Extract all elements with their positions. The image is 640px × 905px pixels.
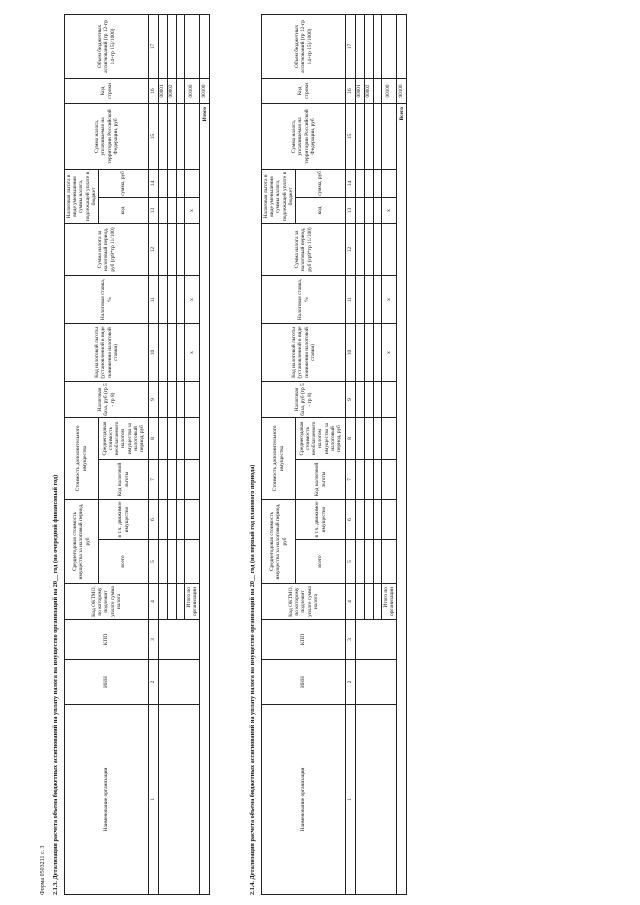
data-cell[interactable]: [200, 14, 210, 78]
line-code-cell: [373, 78, 381, 103]
data-cell[interactable]: [356, 417, 365, 459]
data-cell[interactable]: [176, 500, 184, 540]
data-cell[interactable]: [381, 417, 396, 459]
data-cell[interactable]: [184, 223, 199, 275]
col-header-volume: Объем бюджетных ассигнований (гр 12-гр 14+гр 15)/1000): [262, 14, 346, 78]
data-cell[interactable]: [373, 460, 381, 500]
col-number: 12: [149, 223, 159, 275]
data-cell[interactable]: [397, 14, 407, 78]
org-name-cell[interactable]: [159, 705, 200, 895]
col-header-cadastral: Стоимость дополнительного имущества: [262, 417, 296, 499]
oktmo-cell[interactable]: [176, 584, 184, 620]
data-cell[interactable]: [364, 500, 373, 540]
col-header-avg-cost: Среднегодовая стоимость имущества за налоговый период, руб: [262, 500, 296, 584]
form-code: Форма 0503211 с. 3: [40, 845, 46, 895]
col-header-benefit-sum: сумма, руб: [296, 169, 346, 197]
data-cell[interactable]: [176, 169, 184, 197]
data-cell[interactable]: [184, 381, 199, 417]
col-header-kpp: КПП: [65, 620, 149, 660]
data-cell[interactable]: [364, 417, 373, 459]
col-number: 16: [149, 78, 159, 103]
data-cell[interactable]: [364, 169, 373, 197]
col-number: 2: [346, 660, 356, 705]
col-number: 14: [346, 169, 356, 197]
data-cell[interactable]: [381, 103, 396, 169]
data-cell[interactable]: [381, 169, 396, 197]
data-cell[interactable]: [356, 275, 365, 323]
data-cell[interactable]: [373, 323, 381, 381]
data-cell[interactable]: [159, 381, 168, 417]
data-cell[interactable]: [159, 169, 168, 197]
x-mark: x: [381, 197, 396, 223]
line-code-cell: 00001: [356, 78, 365, 103]
data-cell[interactable]: [356, 500, 365, 540]
tax-table: [64, 14, 210, 895]
col-header-payable: Сумма налога, уплачиваемая на территории Российской Федерации, руб: [262, 103, 346, 169]
data-cell[interactable]: [167, 197, 176, 223]
x-mark: x: [184, 197, 199, 223]
data-cell[interactable]: [364, 540, 373, 584]
section-heading: 2.1.4. Детализация расчета объема бюджетных ассигнований на уплату налога на имущество организаций на 20__ год (на первый год планового периода): [249, 464, 256, 895]
data-cell[interactable]: [159, 417, 168, 459]
col-number: 6: [346, 500, 356, 540]
col-number: 3: [346, 620, 356, 660]
kpp-cell[interactable]: [356, 620, 397, 660]
data-cell[interactable]: [176, 14, 184, 78]
col-header-kpp: КПП: [262, 620, 346, 660]
data-cell[interactable]: [373, 417, 381, 459]
col-header-tax-base: Налоговая база, руб (гр 5 - гр 8): [262, 381, 346, 417]
data-cell[interactable]: [364, 323, 373, 381]
col-number: 14: [149, 169, 159, 197]
col-number: 2: [149, 660, 159, 705]
line-code-cell: 00100: [381, 78, 396, 103]
data-cell[interactable]: [176, 417, 184, 459]
col-number: 15: [149, 103, 159, 169]
data-cell[interactable]: [356, 197, 365, 223]
line-code-cell: 90100: [397, 78, 407, 103]
data-cell[interactable]: [364, 460, 373, 500]
col-header-inn: ИНН: [262, 660, 346, 705]
col-header-benefit-code2: код: [296, 197, 346, 223]
data-cell[interactable]: [364, 14, 373, 78]
table-row: [356, 14, 365, 894]
data-cell[interactable]: [167, 169, 176, 197]
data-cell[interactable]: [167, 103, 176, 169]
data-cell[interactable]: [381, 500, 396, 540]
data-cell[interactable]: [159, 540, 168, 584]
col-header-movable: в т.ч. движимое имущество: [99, 500, 149, 540]
col-header-tax-amount: Сумма налога за налоговый период, руб (гр9*гр 11/100): [262, 223, 346, 275]
col-header-benefit-sum: сумма, руб: [99, 169, 149, 197]
data-cell[interactable]: [159, 223, 168, 275]
col-header-rate: Налоговая ставка, %: [65, 275, 149, 323]
line-code-cell: 90100: [200, 78, 210, 103]
data-cell[interactable]: [373, 223, 381, 275]
line-code-cell: 00001: [159, 78, 168, 103]
data-cell[interactable]: [364, 103, 373, 169]
total-row: [397, 14, 407, 894]
data-cell[interactable]: [373, 14, 381, 78]
data-cell[interactable]: [159, 500, 168, 540]
col-header-volume: Объем бюджетных ассигнований (гр 12-гр 14+гр 15)/1000): [65, 14, 149, 78]
col-number: 11: [149, 275, 159, 323]
total-label: Всего: [397, 103, 407, 894]
data-cell[interactable]: [373, 275, 381, 323]
oktmo-cell[interactable]: [167, 584, 176, 620]
data-cell[interactable]: [373, 169, 381, 197]
data-cell[interactable]: [356, 14, 365, 78]
col-header-tax-base: Налоговая база, руб (гр 5 - гр 8): [65, 381, 149, 417]
col-header-cad-value: Среднегодовая стоимость необлагаемого налогом имущества за налоговый период, руб: [296, 417, 346, 459]
inn-cell[interactable]: [159, 660, 200, 705]
col-number: 10: [149, 323, 159, 381]
data-cell[interactable]: [184, 103, 199, 169]
col-number: 7: [346, 460, 356, 500]
total-label: Итого: [200, 103, 210, 894]
data-cell[interactable]: [167, 417, 176, 459]
section-heading: 2.1.3. Детализация расчета объема бюджетных ассигнований на уплату налога на имущество организаций на 20__ год (на очередной финансовый год): [52, 474, 59, 895]
col-header-oktmo: Код ОКТМО, по которому подлежит уплате сумма налога: [65, 584, 149, 620]
data-cell[interactable]: [356, 540, 365, 584]
col-header-tax-amount: Сумма налога за налоговый период, руб (гр9*гр 11/100): [65, 223, 149, 275]
col-header-benefit-code: Код налоговой льготы (установленной в виде понижения налоговой ставки): [65, 323, 149, 381]
col-number: 1: [149, 705, 159, 895]
column-numbers-row: [346, 14, 356, 894]
col-header-oktmo: Код ОКТМО, по которому подлежит уплате сумма налога: [262, 584, 346, 620]
data-cell[interactable]: [184, 500, 199, 540]
data-cell[interactable]: [184, 417, 199, 459]
data-cell[interactable]: [159, 323, 168, 381]
line-code-cell: 00002: [167, 78, 176, 103]
data-cell[interactable]: [176, 223, 184, 275]
column-numbers-row: [149, 14, 159, 894]
data-cell[interactable]: [159, 460, 168, 500]
x-mark: x: [381, 323, 396, 381]
data-cell[interactable]: [184, 460, 199, 500]
col-number: 13: [346, 197, 356, 223]
col-header-benefit: Налоговая льгота в виде уменьшения суммы налога, подлежащей уплате в бюджет: [65, 169, 99, 223]
col-header-rate: Налоговая ставка, %: [262, 275, 346, 323]
col-number: 15: [346, 103, 356, 169]
data-cell[interactable]: [176, 103, 184, 169]
data-cell[interactable]: [381, 223, 396, 275]
col-number: 10: [346, 323, 356, 381]
col-header-cadastral: Стоимость дополнительного имущества: [65, 417, 99, 499]
tax-table: [261, 14, 407, 895]
line-code-cell: 00100: [184, 78, 199, 103]
col-header-avg-cost: Среднегодовая стоимость имущества за налоговый период, руб: [65, 500, 99, 584]
kpp-cell[interactable]: [159, 620, 200, 660]
col-number: 5: [149, 540, 159, 584]
data-cell[interactable]: [373, 197, 381, 223]
data-cell[interactable]: [381, 14, 396, 78]
col-header-total: всего: [99, 540, 149, 584]
data-cell[interactable]: [373, 540, 381, 584]
data-cell[interactable]: [184, 169, 199, 197]
data-cell[interactable]: [373, 500, 381, 540]
data-cell[interactable]: [356, 460, 365, 500]
col-header-movable: в т.ч. движимое имущество: [296, 500, 346, 540]
col-number: 13: [149, 197, 159, 223]
data-cell[interactable]: [364, 381, 373, 417]
data-cell[interactable]: [176, 540, 184, 584]
data-cell[interactable]: [356, 169, 365, 197]
col-number: 4: [149, 584, 159, 620]
col-header-total: всего: [296, 540, 346, 584]
data-cell[interactable]: [159, 197, 168, 223]
col-header-name: Наименование организации: [262, 705, 346, 895]
data-cell[interactable]: [364, 223, 373, 275]
data-cell[interactable]: [176, 275, 184, 323]
col-header-benefit-code2: код: [99, 197, 149, 223]
section-2-1-4: [245, 15, 407, 895]
org-name-cell[interactable]: [356, 705, 397, 895]
inn-cell[interactable]: [356, 660, 397, 705]
col-header-name: Наименование организации: [65, 705, 149, 895]
col-number: 7: [149, 460, 159, 500]
col-number: 17: [149, 14, 159, 78]
col-number: 12: [346, 223, 356, 275]
col-number: 9: [346, 381, 356, 417]
x-mark: x: [381, 275, 396, 323]
data-cell[interactable]: [364, 275, 373, 323]
oktmo-cell[interactable]: [364, 584, 373, 620]
data-cell[interactable]: [184, 14, 199, 78]
col-number: 17: [346, 14, 356, 78]
data-cell[interactable]: [381, 381, 396, 417]
data-cell[interactable]: [167, 275, 176, 323]
table-row: [159, 14, 168, 894]
data-cell[interactable]: [167, 540, 176, 584]
x-mark: x: [184, 323, 199, 381]
data-cell[interactable]: [381, 460, 396, 500]
col-number: 16: [346, 78, 356, 103]
line-code-cell: 00002: [364, 78, 373, 103]
data-cell[interactable]: [167, 223, 176, 275]
data-cell[interactable]: [184, 540, 199, 584]
col-number: 5: [346, 540, 356, 584]
col-header-cad-code: Код налоговой льготы: [99, 460, 149, 500]
subtotal-label: Итого по организации: [381, 584, 396, 620]
oktmo-cell[interactable]: [159, 584, 168, 620]
data-cell[interactable]: [176, 381, 184, 417]
col-number: 9: [149, 381, 159, 417]
data-cell[interactable]: [356, 381, 365, 417]
data-cell[interactable]: [167, 323, 176, 381]
data-cell[interactable]: [176, 197, 184, 223]
data-cell[interactable]: [356, 103, 365, 169]
total-row: [200, 14, 210, 894]
col-header-line-code: Код строки: [262, 78, 346, 103]
col-header-cad-value: Среднегодовая стоимость необлагаемого налогом имущества за налоговый период, руб: [99, 417, 149, 459]
oktmo-cell[interactable]: [373, 584, 381, 620]
col-header-inn: ИНН: [65, 660, 149, 705]
data-cell[interactable]: [373, 381, 381, 417]
col-header-line-code: Код строки: [65, 78, 149, 103]
data-cell[interactable]: [167, 381, 176, 417]
col-number: 8: [149, 417, 159, 459]
col-header-payable: Сумма налога, уплачиваемая на территории Российской Федерации, руб: [65, 103, 149, 169]
subtotal-label: Итого по организации: [184, 584, 199, 620]
data-cell[interactable]: [159, 14, 168, 78]
col-number: 8: [346, 417, 356, 459]
col-number: 1: [346, 705, 356, 895]
data-cell[interactable]: [356, 223, 365, 275]
section-2-1-3: [48, 15, 210, 895]
oktmo-cell[interactable]: [356, 584, 365, 620]
data-cell[interactable]: [167, 500, 176, 540]
data-cell[interactable]: [381, 540, 396, 584]
data-cell[interactable]: [373, 103, 381, 169]
col-header-benefit: Налоговая льгота в виде уменьшения суммы налога, подлежащей уплате в бюджет: [262, 169, 296, 223]
data-cell[interactable]: [167, 14, 176, 78]
col-header-benefit-code: Код налоговой льготы (установленной в виде понижения налоговой ставки): [262, 323, 346, 381]
data-cell[interactable]: [167, 460, 176, 500]
x-mark: x: [184, 275, 199, 323]
data-cell[interactable]: [364, 197, 373, 223]
col-number: 3: [149, 620, 159, 660]
data-cell[interactable]: [356, 323, 365, 381]
col-number: 11: [346, 275, 356, 323]
data-cell[interactable]: [159, 275, 168, 323]
col-number: 6: [149, 500, 159, 540]
data-cell[interactable]: [159, 103, 168, 169]
data-cell[interactable]: [176, 323, 184, 381]
col-number: 4: [346, 584, 356, 620]
rotated-form: [40, 15, 600, 895]
line-code-cell: [176, 78, 184, 103]
col-header-cad-code: Код налоговой льготы: [296, 460, 346, 500]
data-cell[interactable]: [176, 460, 184, 500]
